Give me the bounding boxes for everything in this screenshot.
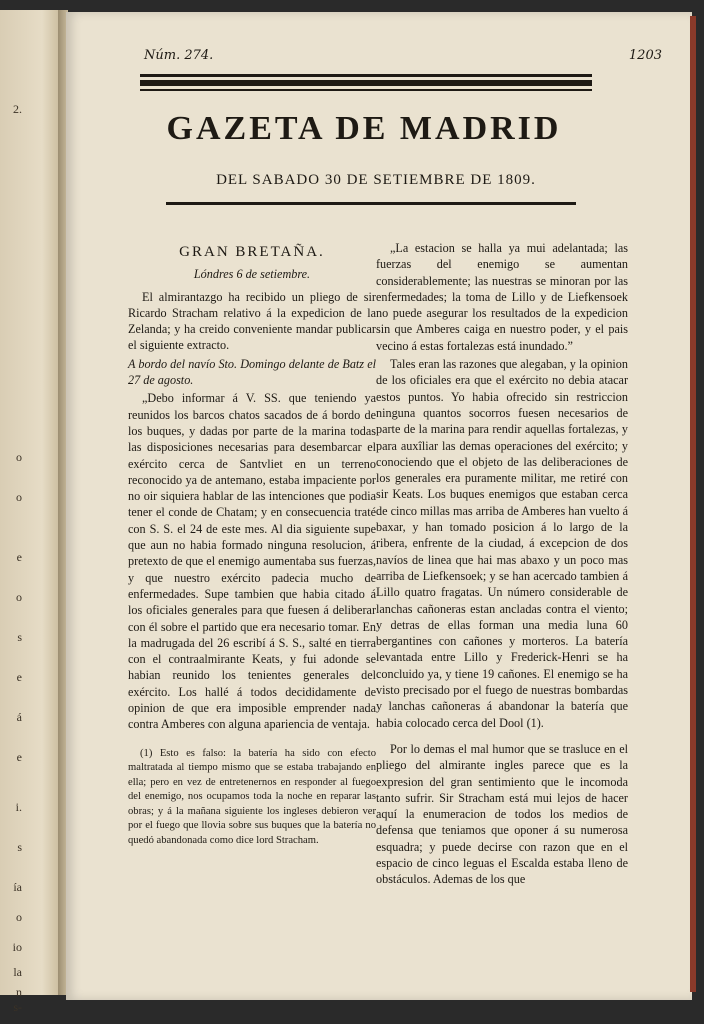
- left-page-fragment: ía: [13, 880, 22, 894]
- page-edge: [690, 16, 696, 992]
- left-page-fragment: o: [16, 490, 22, 504]
- dateline: DEL SABADO 30 DE SETIEMBRE DE 1809.: [216, 172, 536, 188]
- newspaper-page: [66, 12, 692, 1000]
- left-facing-page: [0, 10, 60, 1014]
- left-page-fragment: o: [16, 910, 22, 924]
- column-right: [376, 240, 628, 890]
- left-page-fragment: s: [17, 840, 22, 854]
- letter-heading: A bordo del navío Sto. Domingo delante de Batz el 27 de agosto.: [128, 356, 376, 388]
- header-rule-top: [140, 74, 592, 77]
- left-page-fragment: la: [13, 965, 22, 979]
- article-paragraph: „La estacion se halla ya mui adelantada; las fuerzas del enemigo se aumentan considerablemente; las nuestras se minoran por las enfermedades; la toma de Lillo y de Liefkensoek no puede asegurar los resultados de la expedicion sin que Amberes caiga en nuestro poder, y el pais vecino á estas fortalezas está inundado.”: [376, 241, 628, 353]
- article-paragraph: Tales eran las razones que alegaban, y la opinion de los oficiales era que el exército no debia atacar estos puntos. Yo habia ofrecido sin restriccion ninguna quantos socorros fuesen necesarios de parte de la marina para rendir aquellas fortalezas, y para auxîliar las demas operaciones del exército; y conociendo que el objeto de las deliberaciones de los generales era puramente militar, me retiré con sir Keats. Los buques enemigos que estaban cerca de cinco millas mas arriba de Amberes han vuelto á baxar, y han tomado posicion á lo largo de la ribera, enfrente de la ciudad, á excepcion de dos navíos de linea que hai mas abaxo y un poco mas arriba de Liefkensoek; y se han acercado tambien á Lillo quatro fragatas. Un número considerable de lanchas cañoneras estan ancladas contra el viento; y detras de ellas forman una media luna 60 bergantines con cañones y morteros. La batería levantada entre Lillo y Frederick-Henri se ha concluido ya, y tiene 19 cañones. El enemigo se ha visto precisado por el fuego de nuestras bombardas y lanchas cañoneras á abandonar la batería que habia colocado cerca del Dool (1).: [376, 357, 628, 730]
- header-rule-thick: [140, 80, 592, 86]
- column-left: [128, 240, 376, 859]
- left-page-fragment: i.: [15, 800, 22, 814]
- header-rule-bottom: [140, 89, 592, 91]
- masthead-title: GAZETA DE MADRID: [166, 110, 562, 147]
- footnote: (1) Esto es falso: la batería ha sido con efecto maltratada al tiempo mismo que se estaba trabajando en ella; pero en vez de entretenernos en responder al fuego del enemigo, nos ocupamos toda la noche en reparar las obras; y á la mañana siguiente los ingleses debieron ver por el fuego que llovia sobre sus buques que la batería no quedó abandonada como dice lord Stracham.: [128, 747, 376, 846]
- page-number: 1203: [628, 48, 662, 63]
- left-page-fragment: e: [16, 750, 22, 764]
- section-heading: GRAN BRETAÑA.: [179, 244, 325, 260]
- left-page-fragment: o: [16, 450, 22, 464]
- place-date: Lóndres 6 de setiembre.: [193, 267, 311, 282]
- page-header: [144, 40, 662, 64]
- left-page-fragment: e: [16, 550, 22, 564]
- left-page-fragment: 2.: [13, 102, 22, 116]
- issue-number: Núm. 274.: [144, 48, 214, 63]
- left-page-fragment: s: [17, 630, 22, 644]
- left-page-fragment: á: [16, 710, 22, 724]
- article-paragraph: „Debo informar á V. SS. que teniendo ya reunidos los barcos chatos sacados de á bordo de los buques, y dadas por parte de la marina todas las disposiciones necesarias para desembarcar el exército cerca de Santvliet en un terreno reconocido ya de antemano, estaba impaciente por no oir siquiera hablar de las intenciones que podia tener el conde de Chatam; y en consecuencia traté con S. S. el 24 de este mes. Al dia siguiente supe que aun no habia formado ninguna resolucion, á pretexto de que el enemigo aumentaba sus fuerzas, y que nuestro exército padecia mucho de enfermedades. Supe tambien que habia citado á los oficiales generales para que fuesen á deliberar con él sobre el partido que era necesario tomar. En la madrugada del 26 escribí á S. S., salté en tierra con el contraalmirante Keats, y fui adonde se habian reunido los tenientes generales del exército. Los hallé á todos decididamente de opinion de que era imposible emprender nada contra Amberes con alguna apariencia de ventaja.: [128, 391, 376, 732]
- left-page-fragment: io: [12, 940, 22, 954]
- left-page-fragment: e: [16, 670, 22, 684]
- left-page-fragment: o: [16, 590, 22, 604]
- left-page-fragment: s-: [13, 1000, 22, 1014]
- article-paragraph: Por lo demas el mal humor que se trasluce en el pliego del almirante ingles parece que es la expresion del gran sentimiento que le incomoda tanto sufrir. Sir Stracham está mui lejos de hacer aquí la enumeracion de todos los medios de defensa que teniamos que oponer á su numerosa esquadra; y puede decirse con razon que en el espacio de cinco leguas el Escalda estaba lleno de obstáculos. Ademas de los que: [376, 741, 628, 887]
- dateline-rule: [166, 202, 576, 205]
- left-page-fragment: n: [16, 985, 22, 999]
- article-paragraph: El almirantazgo ha recibido un pliego de sir Ricardo Stracham relativo á la expedicion de la Zelanda; y ha creido conveniente mandar publicar el siguiente extracto.: [128, 289, 376, 353]
